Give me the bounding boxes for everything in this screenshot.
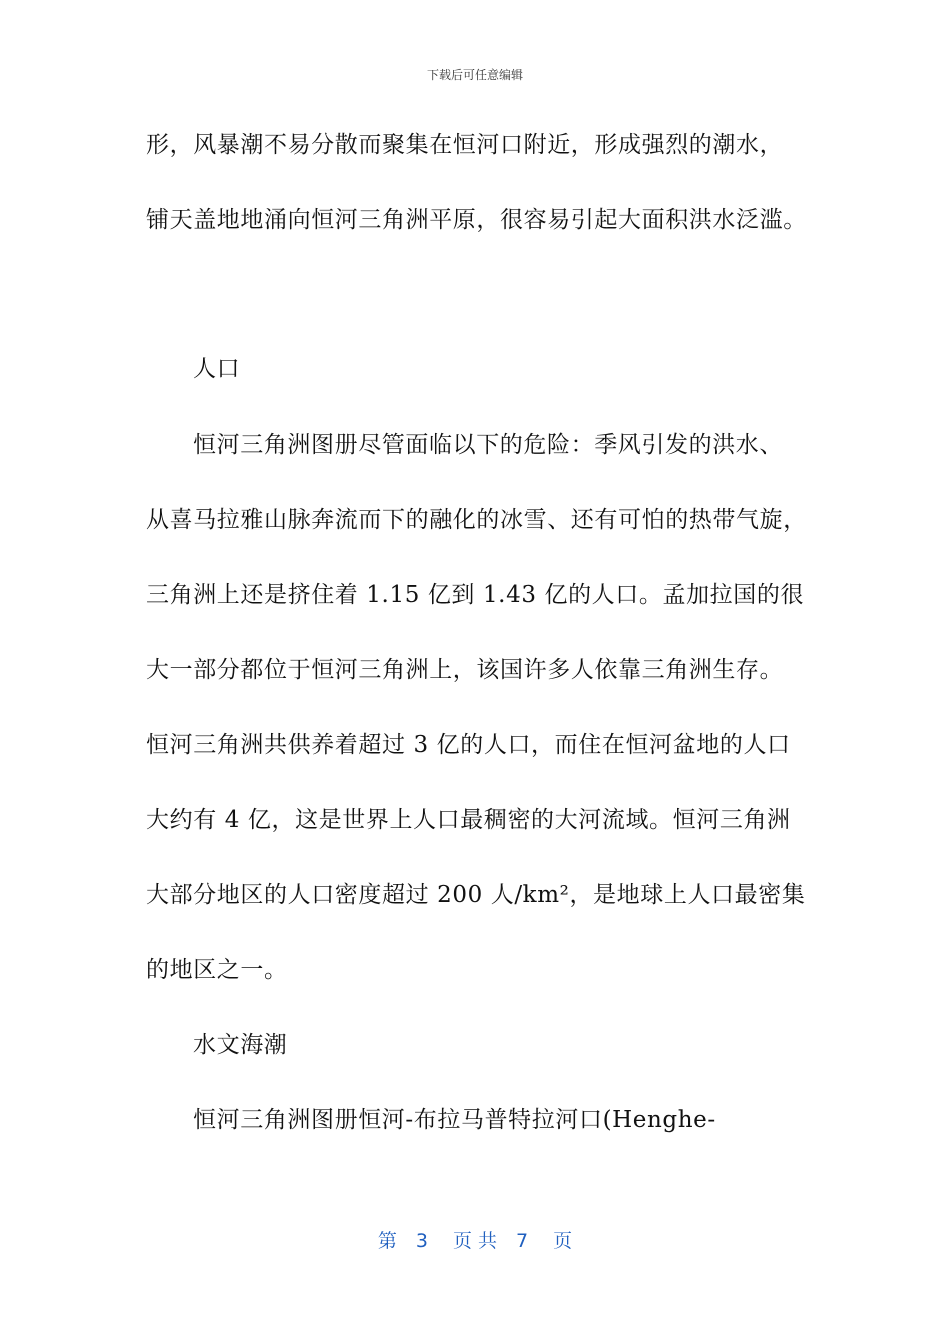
paragraph-line: 恒河三角洲图册尽管面临以下的危险：季风引发的洪水、 [193,432,783,458]
paragraph-line: 三角洲上还是挤住着 1.15 亿到 1.43 亿的人口。孟加拉国的很 [146,582,805,608]
paragraph-line: 大一部分都位于恒河三角洲上，该国许多人依靠三角洲生存。 [146,657,784,683]
paragraph-line: 形，风暴潮不易分散而聚集在恒河口附近，形成强烈的潮水， [146,132,784,158]
page-number-footer: 第 3 页 共 7 页 [377,1230,573,1252]
paragraph-line: 大约有 4 亿，这是世界上人口最稠密的大河流域。恒河三角洲 [146,807,791,833]
paragraph-line: 铺天盖地地涌向恒河三角洲平原，很容易引起大面积洪水泛滥。 [146,207,807,233]
section-heading-population: 人口 [193,356,241,382]
paragraph-line: 恒河三角洲图册恒河-布拉马普特拉河口(Henghe- [193,1107,716,1133]
section-heading-hydrology: 水文海潮 [193,1032,288,1058]
paragraph-line: 恒河三角洲共供养着超过 3 亿的人口，而住在恒河盆地的人口 [146,732,791,758]
paragraph-line: 的地区之一。 [146,957,288,983]
paragraph-line: 从喜马拉雅山脉奔流而下的融化的冰雪、还有可怕的热带气旋， [146,507,807,533]
header-note: 下载后可任意编辑 [426,68,523,82]
paragraph-line: 大部分地区的人口密度超过 200 人/km²，是地球上人口最密集 [146,882,806,908]
